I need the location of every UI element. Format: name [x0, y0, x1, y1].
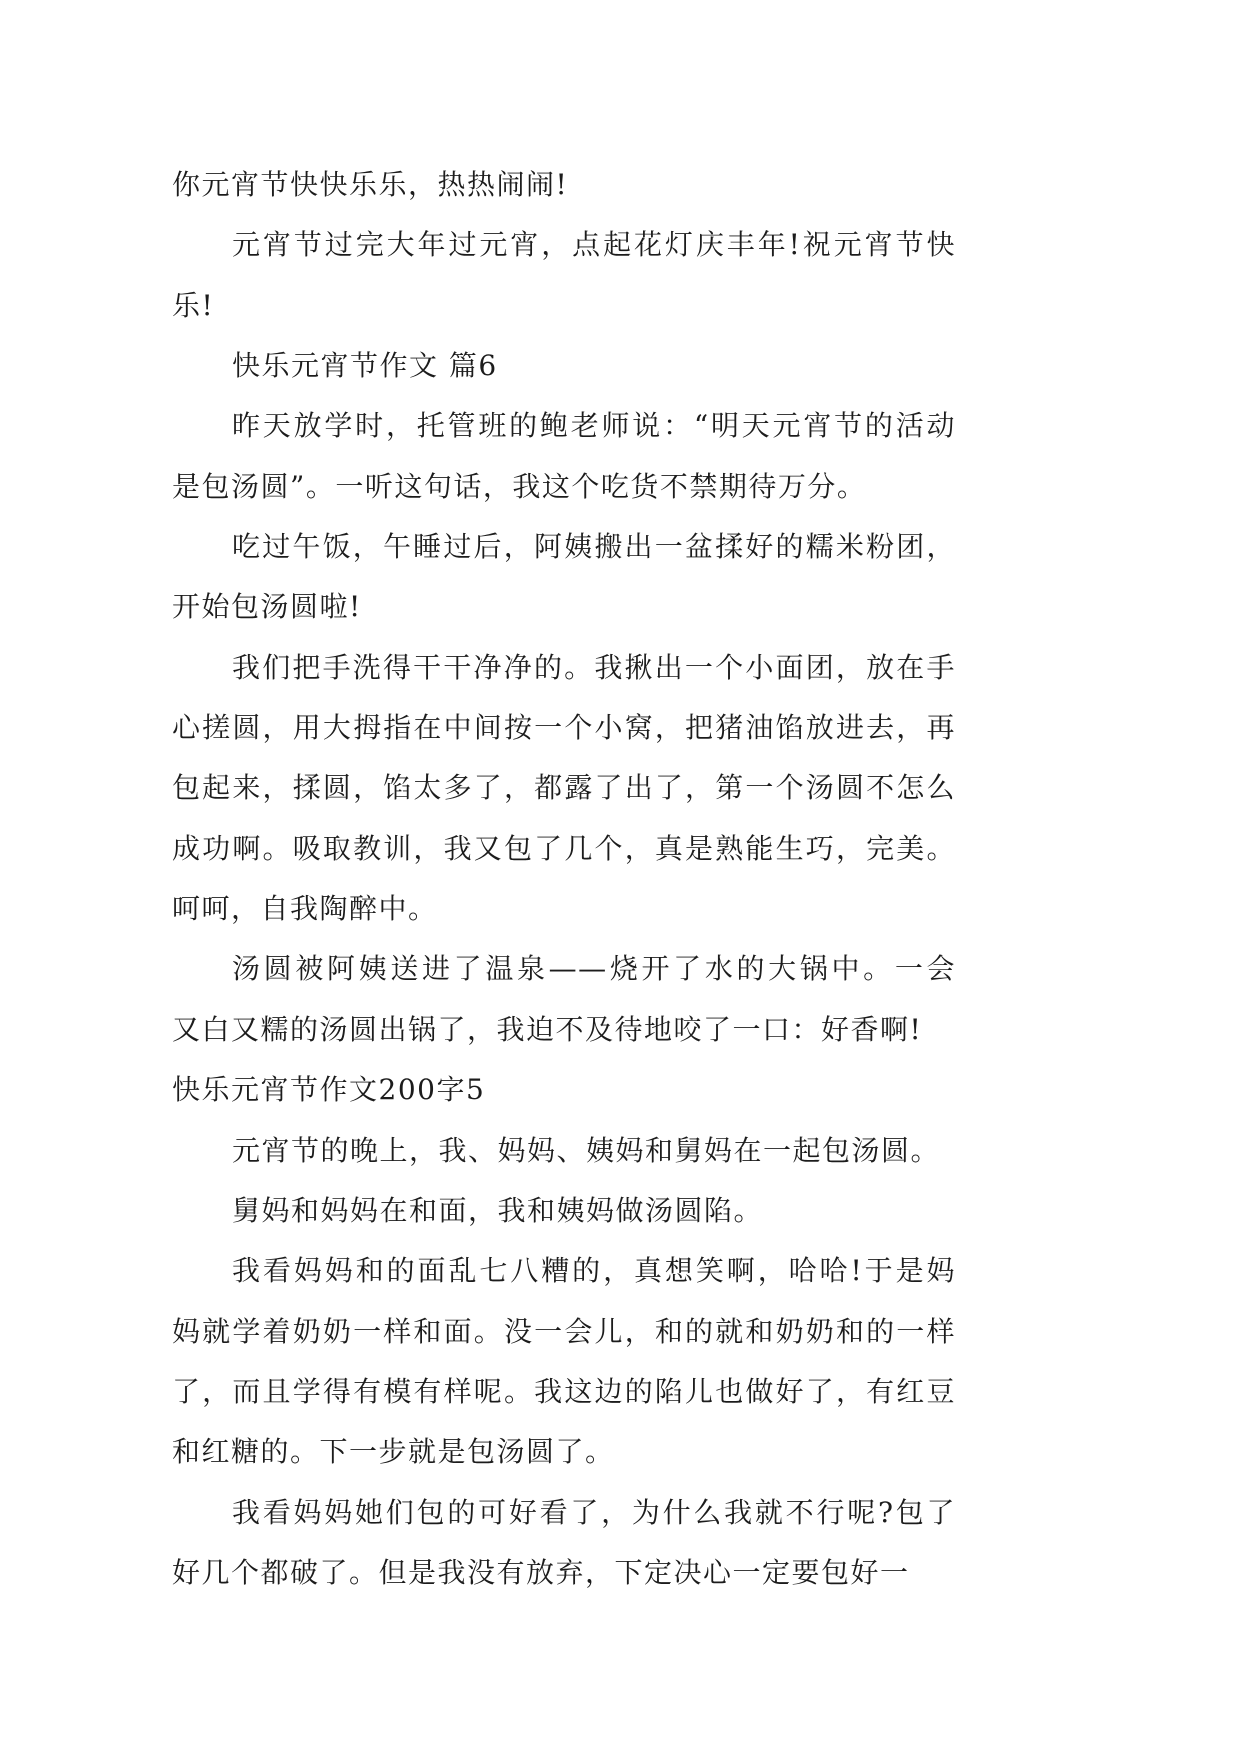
- text-line: 吃过午饭，午睡过后，阿姨搬出一盆揉好的糯米粉团，: [232, 530, 956, 564]
- text-line: 你元宵节快快乐乐，热热闹闹!: [172, 168, 569, 201]
- section-heading-text: 快乐元宵节作文 篇6: [232, 349, 498, 383]
- paragraph: [172, 517, 956, 638]
- text-line: 舅妈和妈妈在和面，我和姨妈做汤圆陷。: [232, 1193, 764, 1227]
- text-line: 又白又糯的汤圆出锅了，我迫不及待地咬了一口：好香啊!: [172, 1012, 923, 1046]
- text-line: 妈就学着奶奶一样和面。没一会儿，和的就和奶奶和的一样: [172, 1314, 956, 1348]
- paragraph: [172, 638, 956, 940]
- text-line: 了，而且学得有模有样呢。我这边的陷儿也做好了，有红豆: [172, 1374, 956, 1408]
- document-body: [172, 155, 956, 1603]
- text-line: 成功啊。吸取教训，我又包了几个，真是熟能生巧，完美。: [172, 831, 956, 865]
- text-line: 元宵节的晚上，我、妈妈、姨妈和舅妈在一起包汤圆。: [232, 1133, 941, 1167]
- section-heading: [172, 1060, 956, 1120]
- text-line: 昨天放学时，托管班的鲍老师说：“明天元宵节的活动: [232, 409, 956, 443]
- text-line: 我看妈妈和的面乱七八糟的，真想笑啊，哈哈!于是妈: [232, 1254, 956, 1288]
- section-heading-text: 快乐元宵节作文200字5: [172, 1073, 486, 1107]
- paragraph: [172, 155, 956, 215]
- paragraph: [172, 1121, 956, 1181]
- paragraph: [172, 1241, 956, 1482]
- paragraph: [172, 396, 956, 517]
- text-line: 心搓圆，用大拇指在中间按一个小窝，把猪油馅放进去，再: [172, 711, 956, 745]
- text-line: 乐!: [172, 288, 215, 322]
- text-line: 呵呵，自我陶醉中。: [172, 892, 438, 926]
- text-line: 元宵节过完大年过元宵，点起花灯庆丰年!祝元宵节快: [232, 228, 956, 262]
- paragraph: [172, 1181, 956, 1241]
- paragraph: [172, 215, 956, 336]
- text-line: 和红糖的。下一步就是包汤圆了。: [172, 1435, 615, 1469]
- text-line: 是包汤圆”。一听这句话，我这个吃货不禁期待万分。: [172, 469, 867, 503]
- text-line: 我看妈妈她们包的可好看了，为什么我就不行呢?包了: [232, 1495, 956, 1529]
- text-line: 好几个都破了。但是我没有放弃，下定决心一定要包好一: [172, 1555, 910, 1589]
- text-line: 包起来，揉圆，馅太多了，都露了出了，第一个汤圆不怎么: [172, 771, 956, 805]
- paragraph: [172, 1483, 956, 1604]
- paragraph: [172, 939, 956, 1060]
- text-line: 汤圆被阿姨送进了温泉——烧开了水的大锅中。一会: [232, 952, 956, 986]
- text-line: 我们把手洗得干干净净的。我揪出一个小面团，放在手: [232, 650, 956, 684]
- section-heading: [172, 336, 956, 396]
- text-line: 开始包汤圆啦!: [172, 590, 362, 624]
